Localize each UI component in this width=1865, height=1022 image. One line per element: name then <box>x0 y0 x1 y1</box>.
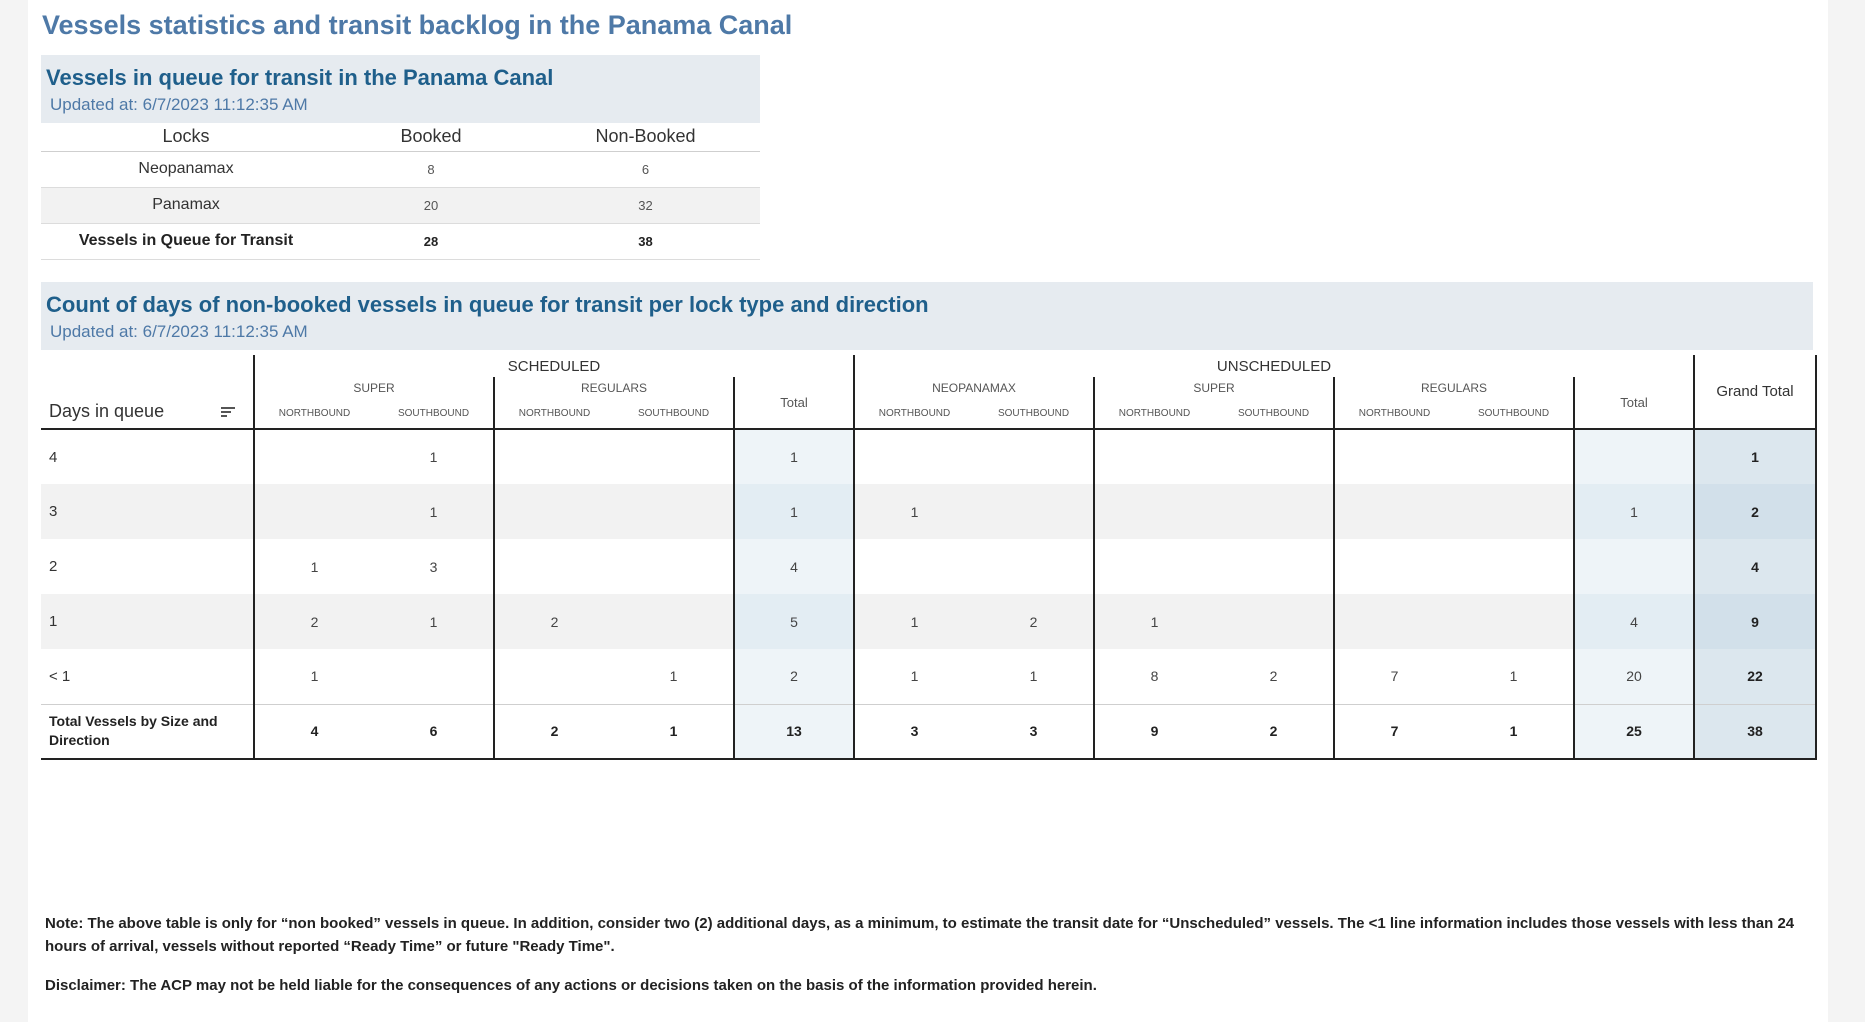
dir-northbound: NORTHBOUND <box>1094 399 1214 429</box>
count-cell <box>254 484 374 539</box>
count-cell <box>494 649 614 704</box>
count-cell <box>1214 429 1334 484</box>
count-cell: 2 <box>1269 668 1278 685</box>
group-unscheduled: UNSCHEDULED <box>854 355 1694 377</box>
count-cell <box>1214 484 1334 539</box>
table-row[interactable] <box>41 539 1816 594</box>
count-cell: 1 <box>1454 704 1574 759</box>
sub-super: SUPER <box>254 377 494 399</box>
lock-label: Vessels in Queue for Transit <box>41 223 331 259</box>
non-booked-value: 32 <box>531 187 760 223</box>
count-cell <box>494 429 614 484</box>
count-cell <box>854 539 974 594</box>
booked-value: 8 <box>331 151 531 187</box>
count-cell: 6 <box>374 704 494 759</box>
count-cell <box>854 429 974 484</box>
count-cell: 1 <box>854 649 974 704</box>
total-cell: 1 <box>734 484 854 539</box>
lock-label: Panamax <box>41 187 331 223</box>
count-cell: 1 <box>429 449 438 465</box>
count-cell <box>1334 484 1454 539</box>
count-cell <box>614 539 734 594</box>
count-cell: 2 <box>1214 704 1334 759</box>
count-cell <box>614 484 734 539</box>
dashboard-page <box>28 0 1828 1022</box>
queue-title: Vessels in queue for transit in the Panama Canal <box>46 65 554 90</box>
dir-northbound: NORTHBOUND <box>854 399 974 429</box>
queue-header <box>41 55 760 123</box>
total-cell: 1 <box>1574 484 1694 539</box>
col-booked[interactable]: Booked <box>331 123 531 151</box>
table-row[interactable] <box>41 429 1816 484</box>
count-cell: 1 <box>1094 594 1214 649</box>
count-cell <box>1094 484 1214 539</box>
col-locks[interactable]: Locks <box>41 123 331 151</box>
count-cell: 4 <box>254 704 374 759</box>
count-cell <box>1094 429 1214 484</box>
dir-northbound: NORTHBOUND <box>1334 399 1454 429</box>
grand-total-cell: 1 <box>1694 429 1816 484</box>
grand-total-header: Grand Total <box>1694 355 1816 429</box>
grand-total-cell: 9 <box>1694 594 1816 649</box>
count-cell <box>614 594 734 649</box>
grand-total-cell: 38 <box>1694 704 1816 759</box>
days-in-queue-label: Days in queue <box>49 401 165 421</box>
count-cell <box>254 429 374 484</box>
total-row[interactable] <box>41 223 760 259</box>
count-cell: 2 <box>494 594 614 649</box>
count-cell <box>1334 429 1454 484</box>
dir-southbound: SOUTHBOUND <box>614 399 734 429</box>
disclaimer-text: Disclaimer: The ACP may not be held liable for the consequences of any actions or decisions taken on the basis of the information provided herein. <box>45 977 1097 994</box>
total-cell: 13 <box>734 704 854 759</box>
count-cell: 7 <box>1334 704 1454 759</box>
queue-updated: Updated at: 6/7/2023 11:12:35 AM <box>50 95 308 114</box>
count-cell: 1 <box>1029 668 1038 685</box>
sort-icon[interactable] <box>221 405 235 419</box>
days-label: 4 <box>49 448 58 466</box>
dir-southbound: SOUTHBOUND <box>1454 399 1574 429</box>
count-cell: 1 <box>854 594 974 649</box>
total-cell: 2 <box>734 649 854 704</box>
group-scheduled: SCHEDULED <box>254 355 854 377</box>
total-cell: 5 <box>734 594 854 649</box>
dir-northbound: NORTHBOUND <box>254 399 374 429</box>
count-cell: 3 <box>854 704 974 759</box>
days-table <box>41 355 1817 760</box>
queue-table <box>41 123 760 260</box>
count-cell <box>974 484 1094 539</box>
count-cell <box>1334 594 1454 649</box>
count-cell: 1 <box>254 649 374 704</box>
days-label: 2 <box>49 558 58 575</box>
count-cell <box>1214 539 1334 594</box>
count-cell <box>494 484 614 539</box>
count-cell <box>1334 539 1454 594</box>
table-row[interactable] <box>41 151 760 187</box>
table-row[interactable] <box>41 187 760 223</box>
days-label: < 1 <box>49 667 71 685</box>
count-cell: 2 <box>494 704 614 759</box>
non-booked-value: 6 <box>531 151 760 187</box>
count-cell <box>494 539 614 594</box>
grand-total-cell: 2 <box>1694 484 1816 539</box>
count-cell: 7 <box>1334 649 1454 704</box>
page-title: Vessels statistics and transit backlog in the Panama Canal <box>42 10 793 40</box>
days-updated: Updated at: 6/7/2023 11:12:35 AM <box>50 322 308 341</box>
col-non-booked[interactable]: Non-Booked <box>531 123 760 151</box>
total-cell <box>1574 429 1694 484</box>
days-label: Total Vessels by Size and Direction <box>41 704 254 759</box>
count-cell: 8 <box>1094 649 1214 704</box>
total-cell: 4 <box>734 539 854 594</box>
sub-neopanamax: NEOPANAMAX <box>854 377 1094 399</box>
dir-southbound: SOUTHBOUND <box>1214 399 1334 429</box>
unscheduled-total-header: Total <box>1574 377 1694 429</box>
count-cell: 1 <box>374 484 494 539</box>
note-text: Note: The above table is only for “non booked” vessels in queue. In addition, consider two (2) additional days, as a minimum, to estimate the transit date for “Unscheduled” vessels. The <1 line information includes those vessels with less than 24 hours of arrival, vessels without reported “Ready Time” or future "Ready Time". <box>45 915 1795 955</box>
count-cell <box>374 649 494 704</box>
count-cell: 1 <box>374 594 494 649</box>
count-cell: 1 <box>669 668 678 685</box>
count-cell: 9 <box>1094 704 1214 759</box>
lock-label: Neopanamax <box>41 151 331 187</box>
total-cell: 20 <box>1574 649 1694 704</box>
table-row[interactable] <box>41 649 1816 704</box>
days-label: 1 <box>41 594 254 649</box>
dir-northbound: NORTHBOUND <box>494 399 614 429</box>
grand-total-cell: 4 <box>1694 539 1816 594</box>
days-title: Count of days of non-booked vessels in queue for transit per lock type and direction <box>46 292 929 317</box>
count-cell <box>1454 484 1574 539</box>
count-cell: 1 <box>254 539 374 594</box>
count-cell: 1 <box>854 484 974 539</box>
count-cell: 3 <box>429 558 438 575</box>
sub-regulars: REGULARS <box>1334 377 1574 399</box>
booked-value: 28 <box>331 223 531 259</box>
total-cell: 4 <box>1574 594 1694 649</box>
table-row[interactable] <box>41 484 1816 539</box>
days-label: 3 <box>41 484 254 539</box>
days-header <box>41 282 1813 350</box>
days-in-queue-header[interactable] <box>41 355 254 429</box>
total-cell: 25 <box>1574 704 1694 759</box>
count-cell <box>1454 429 1574 484</box>
total-cell: 1 <box>734 429 854 484</box>
dir-southbound: SOUTHBOUND <box>974 399 1094 429</box>
sub-regulars: REGULARS <box>494 377 734 399</box>
count-cell: 2 <box>974 594 1094 649</box>
scheduled-total-header: Total <box>734 377 854 429</box>
non-booked-value: 38 <box>531 223 760 259</box>
total-cell <box>1574 539 1694 594</box>
count-cell: 1 <box>1509 668 1518 685</box>
count-cell <box>1454 594 1574 649</box>
total-row[interactable] <box>41 704 1816 759</box>
count-cell <box>1094 539 1214 594</box>
count-cell: 3 <box>974 704 1094 759</box>
booked-value: 20 <box>331 187 531 223</box>
count-cell: 1 <box>614 704 734 759</box>
sub-super: SUPER <box>1094 377 1334 399</box>
count-cell <box>1214 594 1334 649</box>
count-cell <box>974 539 1094 594</box>
count-cell: 2 <box>254 594 374 649</box>
count-cell <box>614 429 734 484</box>
grand-total-cell: 22 <box>1694 649 1816 704</box>
table-row[interactable] <box>41 594 1816 649</box>
days-table-body <box>41 429 1816 759</box>
count-cell <box>974 429 1094 484</box>
count-cell <box>1454 539 1574 594</box>
dir-southbound: SOUTHBOUND <box>374 399 494 429</box>
